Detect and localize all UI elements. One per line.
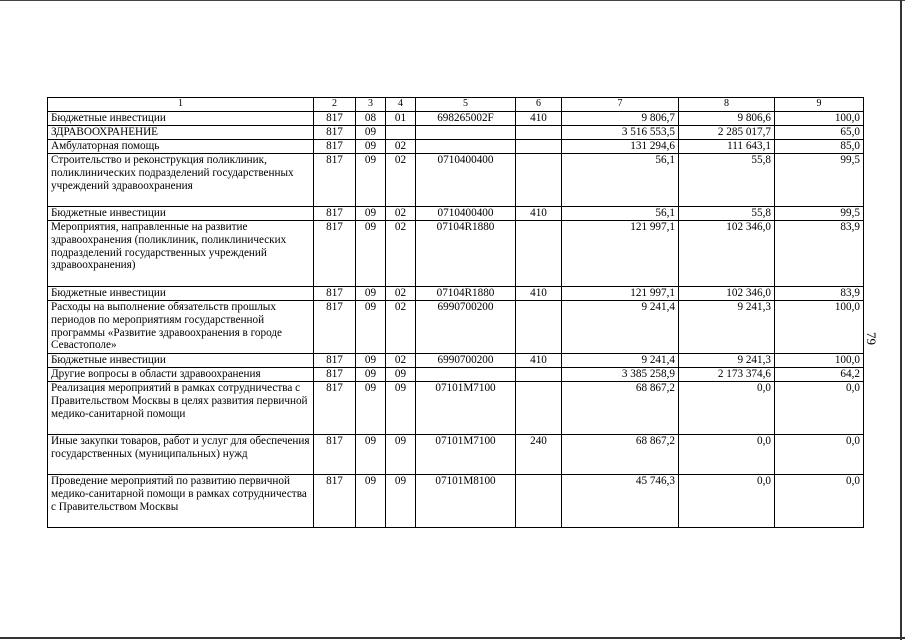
ministry-code-cell: 817 [314,112,356,126]
table-row [48,368,864,382]
subsection-code-cell: 09 [386,475,416,528]
header-cell: 8 [679,98,775,112]
actual-amount-cell: 55,8 [679,154,775,207]
table-row [48,140,864,154]
actual-amount-cell: 9 241,3 [679,354,775,368]
table-row [48,112,864,126]
subsection-code-cell: 09 [386,435,416,475]
percent-cell: 0,0 [775,382,864,435]
target-article-cell [416,126,516,140]
target-article-cell [416,368,516,382]
subsection-code-cell: 02 [386,354,416,368]
section-code-cell: 08 [356,112,386,126]
section-code-cell: 09 [356,221,386,287]
subsection-code-cell: 01 [386,112,416,126]
header-cell: 6 [516,98,562,112]
subsection-code-cell: 02 [386,140,416,154]
expense-type-cell: 410 [516,207,562,221]
target-article-cell: 07101M8100 [416,475,516,528]
actual-amount-cell: 0,0 [679,435,775,475]
ministry-code-cell: 817 [314,140,356,154]
ministry-code-cell: 817 [314,287,356,301]
subsection-code-cell: 09 [386,368,416,382]
subsection-code-cell: 02 [386,301,416,354]
section-code-cell: 09 [356,354,386,368]
expense-type-cell: 410 [516,112,562,126]
table-row [48,287,864,301]
actual-amount-cell: 9 241,3 [679,301,775,354]
header-cell: 5 [416,98,516,112]
expense-name-cell: Бюджетные инвестиции [48,354,314,368]
target-article-cell: 07104R1880 [416,287,516,301]
expense-type-cell [516,475,562,528]
table-row [48,221,864,287]
target-article-cell: 698265002F [416,112,516,126]
table-row [48,475,864,528]
ministry-code-cell: 817 [314,382,356,435]
expense-type-cell: 240 [516,435,562,475]
subsection-code-cell [386,126,416,140]
subsection-code-cell: 02 [386,154,416,207]
table-row [48,301,864,354]
actual-amount-cell: 111 643,1 [679,140,775,154]
expense-name-cell: Проведение мероприятий по развитию первичной медико-санитарной помощи в рамках сотрудничества с Правительством Москвы [48,475,314,528]
expense-type-cell [516,140,562,154]
expense-type-cell [516,301,562,354]
expense-name-cell: ЗДРАВООХРАНЕНИЕ [48,126,314,140]
target-article-cell: 0710400400 [416,207,516,221]
subsection-code-cell: 02 [386,287,416,301]
ministry-code-cell: 817 [314,301,356,354]
percent-cell: 100,0 [775,301,864,354]
header-cell: 4 [386,98,416,112]
percent-cell: 85,0 [775,140,864,154]
plan-amount-cell: 9 806,7 [562,112,679,126]
ministry-code-cell: 817 [314,368,356,382]
target-article-cell: 6990700200 [416,354,516,368]
section-code-cell: 09 [356,287,386,301]
percent-cell: 100,0 [775,112,864,126]
percent-cell: 99,5 [775,207,864,221]
table-row [48,126,864,140]
percent-cell: 100,0 [775,354,864,368]
header-cell: 1 [48,98,314,112]
section-code-cell: 09 [356,140,386,154]
expense-name-cell: Расходы на выполнение обязательств прошлых периодов по мероприятиям государственной программы «Развитие здравоохранения в городе Севастополе» [48,301,314,354]
ministry-code-cell: 817 [314,354,356,368]
section-code-cell: 09 [356,475,386,528]
expense-name-cell: Амбулаторная помощь [48,140,314,154]
header-cell: 3 [356,98,386,112]
section-code-cell: 09 [356,301,386,354]
plan-amount-cell: 121 997,1 [562,287,679,301]
percent-cell: 64,2 [775,368,864,382]
header-cell: 9 [775,98,864,112]
table-row [48,207,864,221]
expense-name-cell: Реализация мероприятий в рамках сотрудничества с Правительством Москвы в целях развития первичной медико-санитарной помощи [48,382,314,435]
section-code-cell: 09 [356,154,386,207]
target-article-cell: 07104R1880 [416,221,516,287]
budget-table [47,97,864,528]
plan-amount-cell: 121 997,1 [562,221,679,287]
percent-cell: 0,0 [775,435,864,475]
actual-amount-cell: 0,0 [679,382,775,435]
header-cell: 7 [562,98,679,112]
plan-amount-cell: 56,1 [562,154,679,207]
expense-name-cell: Иные закупки товаров, работ и услуг для обеспечения государственных (муниципальных) нужд [48,435,314,475]
expense-type-cell [516,368,562,382]
plan-amount-cell: 68 867,2 [562,435,679,475]
subsection-code-cell: 09 [386,382,416,435]
table-row [48,154,864,207]
plan-amount-cell: 3 516 553,5 [562,126,679,140]
actual-amount-cell: 0,0 [679,475,775,528]
table-row [48,382,864,435]
expense-name-cell: Бюджетные инвестиции [48,112,314,126]
plan-amount-cell: 45 746,3 [562,475,679,528]
actual-amount-cell: 9 806,6 [679,112,775,126]
percent-cell: 65,0 [775,126,864,140]
page-bottom-border [0,637,905,639]
expense-name-cell: Бюджетные инвестиции [48,207,314,221]
actual-amount-cell: 2 173 374,6 [679,368,775,382]
section-code-cell: 09 [356,435,386,475]
target-article-cell: 6990700200 [416,301,516,354]
plan-amount-cell: 3 385 258,9 [562,368,679,382]
ministry-code-cell: 817 [314,207,356,221]
plan-amount-cell: 56,1 [562,207,679,221]
target-article-cell: 07101M7100 [416,435,516,475]
section-code-cell: 09 [356,382,386,435]
page-right-border [900,0,902,640]
target-article-cell: 0710400400 [416,154,516,207]
actual-amount-cell: 102 346,0 [679,287,775,301]
actual-amount-cell: 2 285 017,7 [679,126,775,140]
target-article-cell: 07101M7100 [416,382,516,435]
target-article-cell [416,140,516,154]
table-row [48,435,864,475]
expense-type-cell [516,382,562,435]
percent-cell: 99,5 [775,154,864,207]
plan-amount-cell: 9 241,4 [562,301,679,354]
expense-type-cell: 410 [516,287,562,301]
section-code-cell: 09 [356,126,386,140]
percent-cell: 0,0 [775,475,864,528]
table-header-row [48,98,864,112]
percent-cell: 83,9 [775,221,864,287]
plan-amount-cell: 9 241,4 [562,354,679,368]
ministry-code-cell: 817 [314,475,356,528]
percent-cell: 83,9 [775,287,864,301]
expense-type-cell: 410 [516,354,562,368]
expense-name-cell: Другие вопросы в области здравоохранения [48,368,314,382]
page-number: 79 [864,332,879,345]
ministry-code-cell: 817 [314,126,356,140]
expense-type-cell [516,221,562,287]
expense-type-cell [516,126,562,140]
section-code-cell: 09 [356,207,386,221]
plan-amount-cell: 68 867,2 [562,382,679,435]
actual-amount-cell: 102 346,0 [679,221,775,287]
ministry-code-cell: 817 [314,221,356,287]
expense-name-cell: Бюджетные инвестиции [48,287,314,301]
page-top-border [0,0,905,1]
subsection-code-cell: 02 [386,221,416,287]
plan-amount-cell: 131 294,6 [562,140,679,154]
expense-name-cell: Мероприятия, направленные на развитие здравоохранения (поликлиник, поликлинических подразделений государственных учреждений здравоохранения) [48,221,314,287]
table-row [48,354,864,368]
subsection-code-cell: 02 [386,207,416,221]
ministry-code-cell: 817 [314,154,356,207]
expense-name-cell: Строительство и реконструкция поликлиник, поликлинических подразделений государственных учреждений здравоохранения [48,154,314,207]
actual-amount-cell: 55,8 [679,207,775,221]
expense-type-cell [516,154,562,207]
section-code-cell: 09 [356,368,386,382]
header-cell: 2 [314,98,356,112]
ministry-code-cell: 817 [314,435,356,475]
